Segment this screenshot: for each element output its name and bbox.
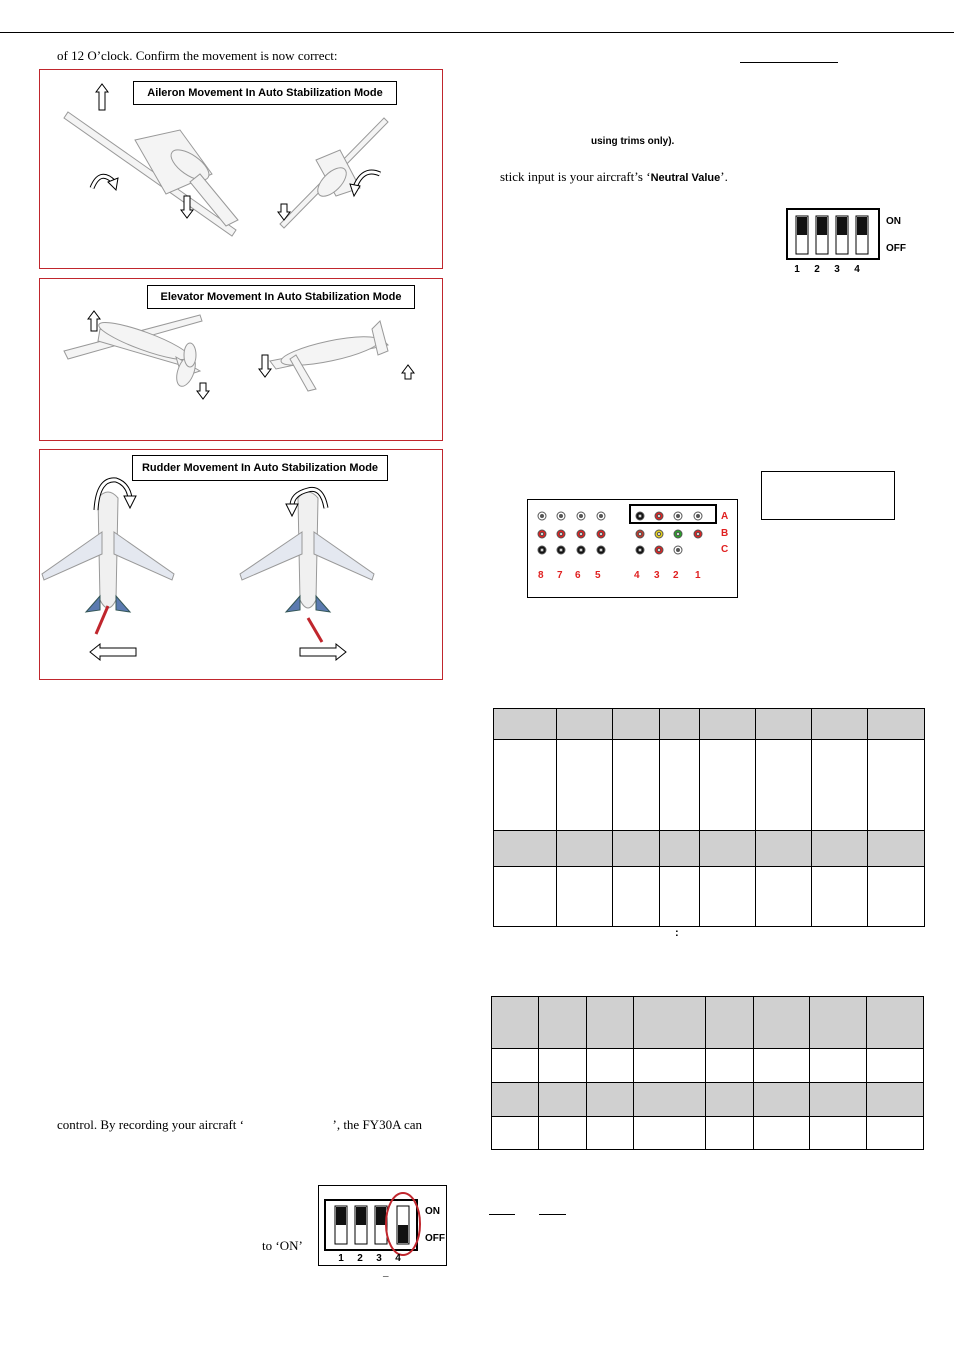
callout-box [761,471,895,520]
table-2-row [492,1116,924,1149]
connector-diagram [527,499,738,598]
row-label-b: B [721,528,729,539]
dip-on-label: ON [425,1206,440,1217]
header-rule [0,32,954,33]
col-number-8: 8 [538,570,544,581]
table-2-row [492,1049,924,1082]
control-text [57,1117,453,1133]
col-number-2: 2 [673,570,679,581]
neutral-value-term: Neutral Value [650,172,721,184]
table-1-header-row [494,831,925,867]
dip-number-2: 2 [357,1253,363,1264]
col-number-1: 1 [695,570,701,581]
dip-top-off-label: OFF [886,243,906,254]
dip-number-1: 1 [338,1253,344,1264]
table-1-row [494,740,925,831]
dip-switch-top-graphic [784,206,884,264]
col-number-3: 3 [654,570,660,581]
row-label-a: A [721,511,729,522]
rudder-figure [39,449,443,680]
col-number-7: 7 [557,570,563,581]
table-1 [493,708,925,927]
neutral-prefix: stick input is your aircraft’s ‘ [500,169,651,184]
dip-number-3: 3 [376,1253,382,1264]
control-text-start: control. By recording your aircraft ‘ [57,1117,244,1132]
control-text-end: ’, the FY30A can [332,1117,423,1132]
dip-top-on-label: ON [886,216,901,227]
colon-mark: : [675,927,679,939]
dip-switch-top [784,206,910,280]
rudder-illustration [40,450,442,679]
dip-number-4: 4 [395,1253,401,1264]
col-number-4: 4 [634,570,640,581]
neutral-suffix: ’. [720,169,728,184]
elevator-caption: Elevator Movement In Auto Stabilization Mode [147,285,415,309]
col-number-5: 5 [595,570,601,581]
trims-text: using trims only). [591,136,675,147]
table-1-header-row [494,709,925,740]
aileron-figure [39,69,443,269]
connector-pins [528,500,737,597]
dip-top-number-3: 3 [834,264,840,275]
dip-top-number-1: 1 [794,264,800,275]
dash-mark: – [383,1270,389,1282]
table-2-header-row [492,1082,924,1116]
table-2 [491,996,924,1150]
dip-top-number-4: 4 [854,264,860,275]
table-2-header-row [492,997,924,1049]
underline-short-1 [489,1214,515,1215]
rudder-caption: Rudder Movement In Auto Stabilization Mode [132,455,388,481]
underline-short-2 [539,1214,566,1215]
col-number-6: 6 [575,570,581,581]
row-label-c: C [721,544,729,555]
underline-rule [740,62,838,63]
intro-text: of 12 O’clock. Confirm the movement is now correct: [57,48,338,63]
to-on-text: to ‘ON’ [262,1238,303,1253]
dip-off-label: OFF [425,1233,445,1244]
table-1-row [494,867,925,927]
dip-top-number-2: 2 [814,264,820,275]
elevator-figure [39,278,443,441]
neutral-value-text [500,169,728,185]
dip-switch-bottom [318,1185,447,1266]
aileron-caption: Aileron Movement In Auto Stabilization Mode [133,81,397,105]
